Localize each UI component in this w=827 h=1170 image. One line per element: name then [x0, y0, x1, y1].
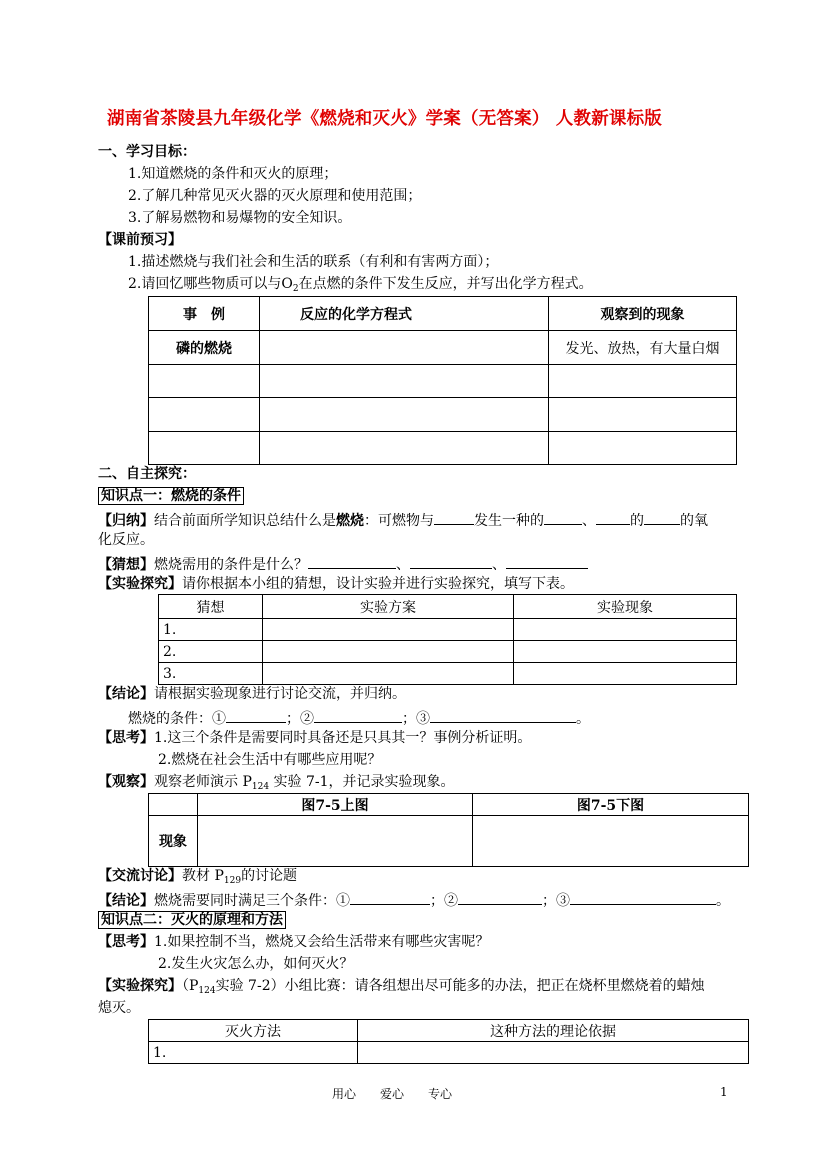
shiyan-line: 【实验探究】请你根据本小组的猜想，设计实验并进行实验探究，填写下表。 [98, 576, 574, 592]
table-cell[interactable] [514, 619, 737, 641]
table-cell[interactable] [260, 365, 549, 398]
table-row [159, 641, 737, 663]
table-cell[interactable] [149, 398, 260, 432]
table-cell[interactable] [263, 663, 514, 685]
blank-field[interactable] [544, 508, 582, 525]
hypothesis-header: 猜想 [159, 595, 263, 619]
table-cell[interactable] [260, 331, 549, 365]
conditions-line: 燃烧的条件：① ；② ；③ 。 [128, 706, 590, 729]
reaction-table [148, 296, 737, 465]
table-cell[interactable] [549, 432, 737, 465]
goal-item-1: 1.知道燃烧的条件和灭火的原理； [128, 166, 338, 182]
sikao2-line-2: 2.发生火灾怎么办，如何灭火？ [158, 956, 354, 972]
blank-field[interactable] [430, 706, 576, 723]
blank-field[interactable] [644, 508, 680, 525]
jielun-line: 【结论】请根据实验现象进行讨论交流，并归纳。 [98, 686, 406, 702]
observation-header-blank [149, 794, 198, 816]
table-cell[interactable]: 发光、放热，有大量白烟 [549, 331, 737, 365]
shiyan2-line: 【实验探究】（$P_{124}$实验 7-2）小组比赛：请各组想出尽可能多的办法，把正在烧杯里燃烧着的蜡烛 [98, 978, 705, 996]
preview-item-2: 2.请回忆哪些物质可以与$O_2$在点燃的条件下发生反应，并写出化学方程式。 [128, 276, 593, 294]
reaction-header-example: 事 例 [149, 297, 260, 331]
extinguish-table [148, 1019, 749, 1064]
table-cell[interactable]: 3. [159, 663, 263, 685]
table-cell[interactable]: 1. [149, 1042, 358, 1064]
table-row [149, 432, 737, 465]
goal-item-3: 3.了解易燃物和易爆物的安全知识。 [128, 210, 352, 226]
table-row [149, 398, 737, 432]
table-row [149, 816, 749, 867]
table-row [149, 1042, 749, 1064]
table-cell[interactable] [198, 816, 473, 867]
observation-header-top: 图7-5上图 [198, 794, 473, 816]
hypothesis-table [158, 594, 737, 685]
table-cell[interactable] [358, 1042, 749, 1064]
shiyan2-line-2: 熄灭。 [98, 1000, 140, 1016]
knowledge-point-1: 知识点一：燃烧的条件 [98, 486, 244, 506]
page-title: 湖南省茶陵县九年级化学《燃烧和灭火》学案（无答案） 人教新课标版 [107, 109, 662, 129]
guina-line-2: 化反应。 [98, 532, 154, 548]
table-cell[interactable] [263, 619, 514, 641]
table-cell[interactable] [473, 816, 749, 867]
table-cell[interactable]: 2. [159, 641, 263, 663]
blank-field[interactable] [434, 508, 474, 525]
reaction-header-equation: 反应的化学方程式 [260, 297, 549, 331]
blank-field[interactable] [350, 888, 430, 905]
table-cell[interactable] [149, 365, 260, 398]
sikao2-line-1: 【思考】1.如果控制不当，燃烧又会给生活带来有哪些灾害呢？ [98, 934, 490, 950]
preview-heading: 【课前预习】 [98, 232, 182, 248]
reaction-header-observation: 观察到的现象 [549, 297, 737, 331]
guancha-line: 【观察】观察老师演示 $P_{124}$ 实验 7-1，并记录实验现象。 [98, 774, 455, 792]
table-cell[interactable] [263, 641, 514, 663]
section2-heading: 二、自主探究： [98, 466, 196, 482]
table-row [159, 619, 737, 641]
table-cell[interactable]: 磷的燃烧 [149, 331, 260, 365]
plan-header: 实验方案 [263, 595, 514, 619]
observation-row-label: 现象 [149, 816, 198, 867]
table-row [149, 365, 737, 398]
table-row [149, 331, 737, 365]
table-cell[interactable] [514, 641, 737, 663]
guina-line: 【归纳】结合前面所学知识总结什么是燃烧：可燃物与 发生一种的 、 的 的氧 [98, 508, 708, 531]
table-cell[interactable] [514, 663, 737, 685]
table-cell[interactable] [149, 432, 260, 465]
preview-item-1: 1.描述燃烧与我们社会和生活的联系（有利和有害两方面）； [128, 254, 499, 270]
table-cell[interactable] [260, 398, 549, 432]
table-cell[interactable] [549, 365, 737, 398]
sikao-line-2: 2.燃烧在社会生活中有哪些应用呢？ [158, 752, 382, 768]
phenomenon-header: 实验现象 [514, 595, 737, 619]
footer-motto: 用心 爱心 专心 [332, 1087, 453, 1101]
observation-table [148, 793, 749, 867]
blank-field[interactable] [308, 552, 396, 569]
blank-field[interactable] [506, 552, 588, 569]
blank-field[interactable] [458, 888, 542, 905]
jiaoliu-line: 【交流讨论】教材 $P_{129}$的讨论题 [98, 868, 298, 886]
knowledge-point-2: 知识点二：灭火的原理和方法 [98, 910, 286, 930]
jielun2-line: 【结论】燃烧需要同时满足三个条件：① ；② ；③ 。 [98, 888, 730, 911]
observation-header-bottom: 图7-5下图 [473, 794, 749, 816]
caixiang-line: 【猜想】燃烧需用的条件是什么？ 、 、 [98, 552, 588, 575]
blank-field[interactable] [570, 888, 716, 905]
table-row [159, 663, 737, 685]
table-cell[interactable]: 1. [159, 619, 263, 641]
sikao-line-1: 【思考】1.这三个条件是需要同时具备还是只具其一？事例分析证明。 [98, 730, 532, 746]
blank-field[interactable] [314, 706, 402, 723]
blank-field[interactable] [410, 552, 492, 569]
page-number: 1 [720, 1085, 728, 1099]
blank-field[interactable] [226, 706, 286, 723]
section1-heading: 一、学习目标： [98, 144, 196, 160]
table-cell[interactable] [260, 432, 549, 465]
goal-item-2: 2.了解几种常见灭火器的灭火原理和使用范围； [128, 188, 422, 204]
basis-header: 这种方法的理论依据 [358, 1020, 749, 1042]
blank-field[interactable] [596, 508, 630, 525]
method-header: 灭火方法 [149, 1020, 358, 1042]
table-cell[interactable] [549, 398, 737, 432]
